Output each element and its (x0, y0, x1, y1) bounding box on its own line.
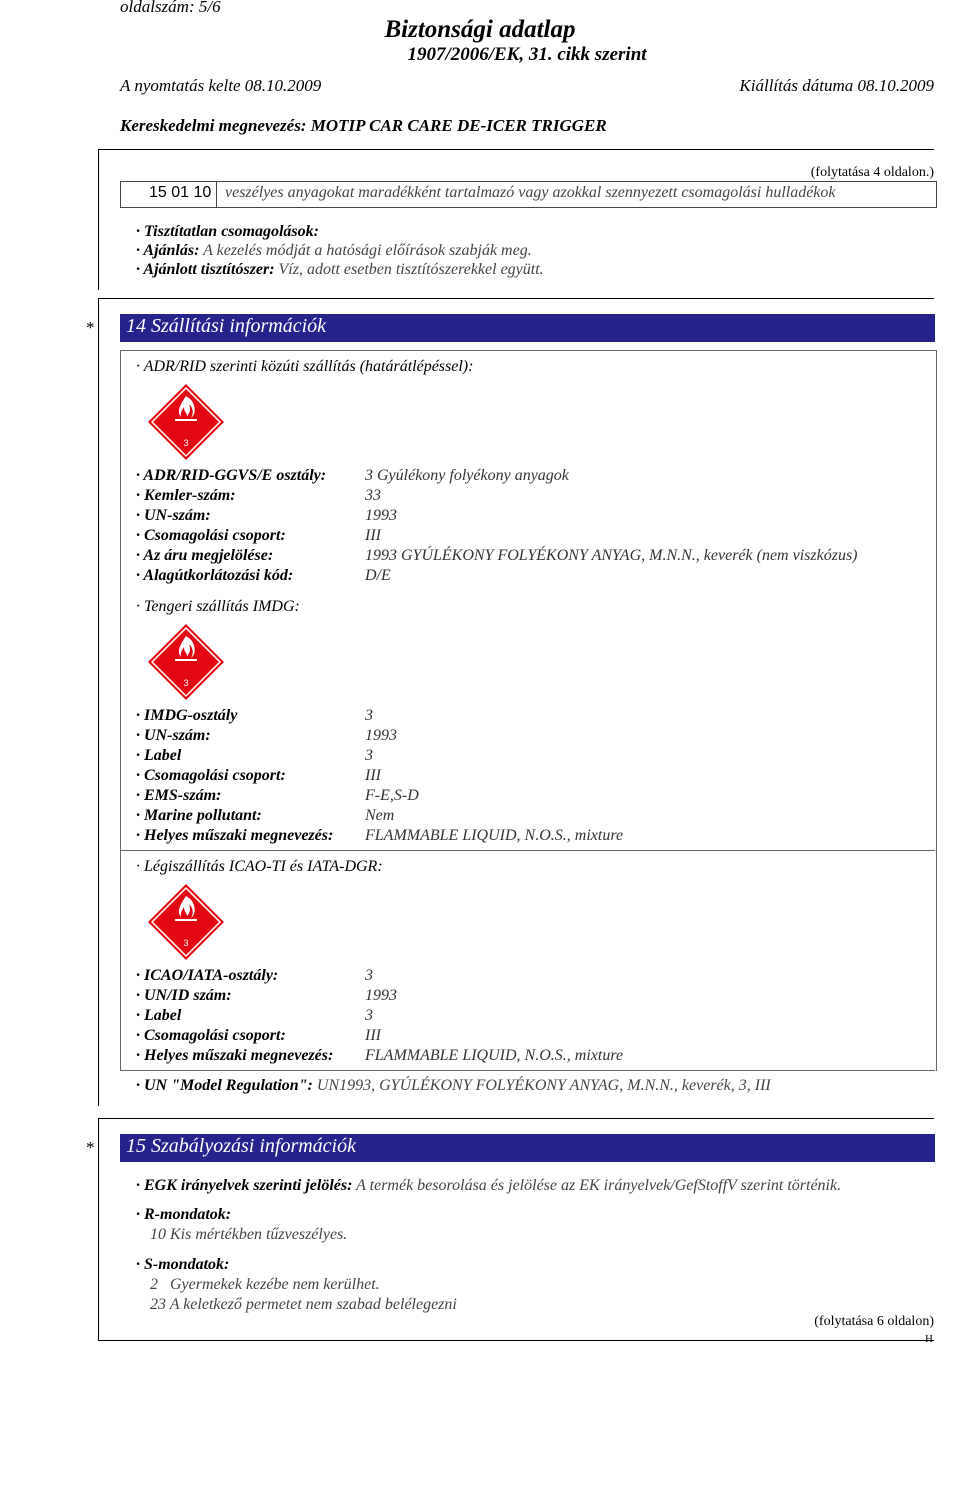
row-value: FLAMMABLE LIQUID, N.O.S., mixture (365, 827, 624, 844)
section14-title: 14 Szállítási információk (126, 315, 326, 337)
row-value: 3 (365, 967, 373, 984)
row-value: III (365, 527, 381, 544)
diamond-class-number: 3 (183, 938, 189, 948)
transport-row (136, 547, 273, 565)
s-phrases-label: · S-mondatok: (136, 1256, 230, 1273)
document-title: Biztonsági adatlap (384, 16, 576, 43)
adr-heading: · ADR/RID szerinti közúti szállítás (határátlépéssel): (136, 358, 474, 375)
row-value: 1993 (365, 987, 397, 1004)
transport-row (136, 727, 211, 745)
transport-row (136, 1027, 286, 1045)
row-value: 1993 (365, 727, 397, 744)
row-value: 3 (365, 707, 373, 724)
row-value: 1993 (365, 507, 397, 524)
row-value: Nem (365, 807, 395, 824)
s-phrase-item: 2 Gyermekek kezébe nem kerülhet. (150, 1276, 380, 1293)
row-label: · Kemler-szám: (136, 487, 236, 504)
section15-title-bar (120, 1134, 935, 1162)
trade-name: Kereskedelmi megnevezés: MOTIP CAR CARE DE-ICER TRIGGER (120, 116, 607, 135)
row-label: · EMS-szám: (136, 787, 222, 804)
transport-row (136, 487, 236, 505)
section14-title-bar (120, 314, 935, 342)
row-label: · UN/ID szám: (136, 987, 232, 1004)
transport-row (136, 527, 286, 545)
transport-row (136, 1047, 333, 1065)
row-value: 1993 GYÚLÉKONY FOLYÉKONY ANYAG, M.N.N., keverék (nem viszkózus) (365, 547, 858, 564)
row-label: · Marine pollutant: (136, 807, 262, 824)
transport-row (136, 707, 237, 725)
row-value: 3 (365, 747, 373, 764)
s-phrase-item: 23 A keletkező permetet nem szabad belélegezni (150, 1296, 457, 1313)
row-value: 3 (365, 1007, 373, 1024)
continuation-from: (folytatása 4 oldalon.) (810, 165, 934, 180)
transport-row (136, 507, 211, 525)
row-label: · Csomagolási csoport: (136, 767, 286, 784)
row-label: · UN-szám: (136, 507, 211, 524)
document-subtitle: 1907/2006/EK, 31. cikk szerint (407, 44, 647, 65)
section14-change-marker: * (86, 318, 95, 337)
r-phrase-item: 10 Kis mértékben tűzveszélyes. (150, 1226, 348, 1243)
row-label: · Label (136, 1007, 182, 1024)
transport-row (136, 787, 221, 805)
diamond-class-number: 3 (183, 678, 189, 688)
recommendation-label: · Ajánlás: (136, 242, 200, 259)
row-value: 33 (365, 487, 381, 504)
row-value: III (365, 1027, 381, 1044)
row-label: · Alagútkorlátozási kód: (136, 567, 294, 584)
flammable-hazard-diamond-icon (146, 622, 226, 702)
section15-title: 15 Szabályozási információk (126, 1135, 356, 1157)
waste-code-row (120, 181, 937, 208)
row-label: · Az áru megjelölése: (136, 547, 274, 564)
row-value: D/E (365, 567, 391, 584)
row-label: · ADR/RID-GGVS/E osztály: (136, 467, 327, 484)
waste-description: veszélyes anyagokat maradékként tartalmazó vagy azokkal szennyezett csomagolási hulladékok (225, 184, 836, 201)
un-model-label: · UN "Model Regulation": (136, 1077, 313, 1094)
row-label: · ICAO/IATA-osztály: (136, 967, 279, 984)
row-value: III (365, 767, 381, 784)
recommendation-text: A kezelés módját a hatósági előírások szabják meg. (203, 242, 532, 259)
diamond-class-number: 3 (183, 438, 189, 448)
imdg-heading: · Tengeri szállítás IMDG: (136, 598, 300, 615)
row-label: · Csomagolási csoport: (136, 1027, 286, 1044)
cleaning-agent-text: Víz, adott esetben tisztítószerekkel együtt. (278, 261, 544, 278)
flammable-hazard-diamond-icon (146, 382, 226, 462)
row-value: FLAMMABLE LIQUID, N.O.S., mixture (365, 1047, 624, 1064)
transport-row (136, 767, 286, 785)
waste-code: 15 01 10 (149, 184, 212, 201)
section15-change-marker: * (86, 1138, 95, 1157)
transport-row (136, 747, 181, 765)
page-number: oldalszám: 5/6 (120, 0, 221, 16)
transport-row (136, 807, 262, 825)
un-model-value: UN1993, GYÚLÉKONY FOLYÉKONY ANYAG, M.N.N., keverék, 3, III (316, 1077, 771, 1094)
transport-row (136, 567, 293, 585)
transport-box (120, 350, 937, 1071)
row-value: 3 Gyúlékony folyékony anyagok (365, 467, 569, 484)
row-label: · IMDG-osztály (136, 707, 238, 724)
row-label: · Helyes műszaki megnevezés: (136, 827, 334, 844)
air-heading: · Légiszállítás ICAO-TI és IATA-DGR: (136, 858, 383, 875)
uncleaned-packaging-label: · Tisztítatlan csomagolások: (136, 223, 319, 240)
row-value: F-E,S-D (365, 787, 419, 804)
flammable-hazard-diamond-icon (146, 882, 226, 962)
continuation-to: (folytatása 6 oldalon) (814, 1314, 934, 1329)
row-label: · UN-szám: (136, 727, 211, 744)
print-date: A nyomtatás kelte 08.10.2009 (120, 76, 322, 95)
issue-date: Kiállítás dátuma 08.10.2009 (739, 76, 934, 95)
egk-label: · EGK irányelvek szerinti jelölés: (136, 1177, 353, 1194)
footer-mark: H (925, 1333, 933, 1345)
transport-row (136, 827, 333, 845)
transport-row (136, 467, 326, 485)
egk-text: A termék besorolása és jelölése az EK irányelvek/GefStoffV szerint történik. (356, 1177, 842, 1194)
row-label: · Label (136, 747, 182, 764)
cleaning-agent-label: · Ajánlott tisztítószer: (136, 261, 275, 278)
transport-row (136, 1007, 181, 1025)
r-phrases-label: · R-mondatok: (136, 1206, 232, 1223)
transport-row (136, 987, 232, 1005)
transport-row (136, 967, 278, 985)
row-label: · Helyes műszaki megnevezés: (136, 1047, 334, 1064)
row-label: · Csomagolási csoport: (136, 527, 286, 544)
